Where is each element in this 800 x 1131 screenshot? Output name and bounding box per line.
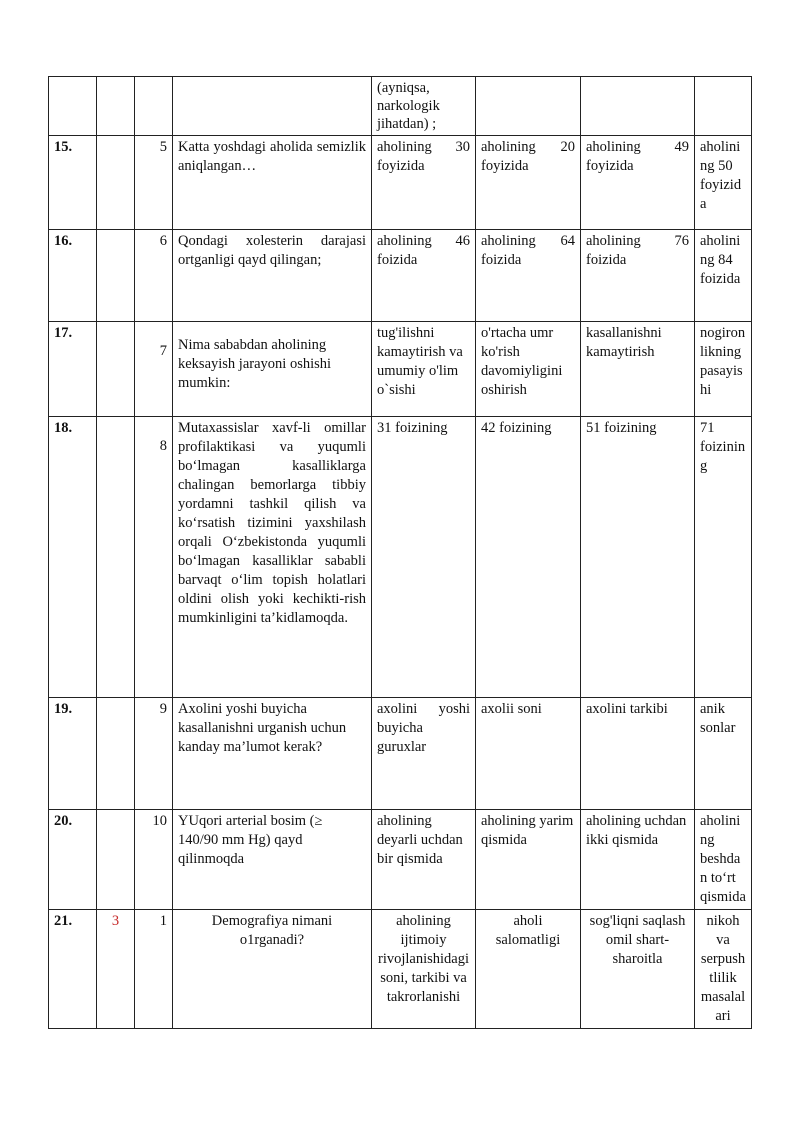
table-row bbox=[49, 417, 752, 698]
row-number bbox=[49, 77, 97, 136]
section-number bbox=[97, 810, 135, 910]
question-index: 6 bbox=[135, 230, 173, 322]
answer-b: aholining 20 foyizida bbox=[476, 136, 581, 230]
answer-a: aholining 46 foizida bbox=[372, 230, 476, 322]
question-text: Mutaxassislar xavf-li omillar profilaktikasi va yuqumli bo‘lmagan kasalliklarga chalingan bemorlarga tibbiy yordamni tashkil qilish va ko‘rsatish tizimini yaxshilash orqali O‘zbekistonda yuqumli bo‘lmagan kasalliklar sababli barvaqt o‘lim topish holatlari oldini olish yoki kechikti-rish mumkinligini ta’kidlamoqda. bbox=[173, 417, 372, 698]
section-number bbox=[97, 417, 135, 698]
answer-a: aholining 30 foyizida bbox=[372, 136, 476, 230]
row-number: 17. bbox=[49, 322, 97, 417]
answer-b: o'rtacha umr ko'rish davomiyligini oshirish bbox=[476, 322, 581, 417]
answer-b: axolii soni bbox=[476, 698, 581, 810]
question-index: 1 bbox=[135, 910, 173, 1029]
section-number bbox=[97, 698, 135, 810]
table-row bbox=[49, 810, 752, 910]
answer-a: tug'ilishni kamaytirish va umumiy o'lim o`sishi bbox=[372, 322, 476, 417]
question-index bbox=[135, 77, 173, 136]
answer-d: aholining beshdan to‘rt qismida bbox=[695, 810, 752, 910]
answer-c: aholining uchdan ikki qismida bbox=[581, 810, 695, 910]
question-index: 7 bbox=[159, 343, 167, 359]
row-number: 20. bbox=[49, 810, 97, 910]
section-number bbox=[97, 322, 135, 417]
section-number bbox=[97, 77, 135, 136]
table-row bbox=[49, 322, 752, 417]
table-row bbox=[49, 230, 752, 322]
table-row bbox=[49, 77, 752, 136]
answer-a: (ayniqsa, narkologik jihatdan) ; bbox=[372, 77, 476, 136]
question-text: Nima sababdan aholining keksayish jarayoni oshishi mumkin: bbox=[178, 337, 332, 391]
question-text: Katta yoshdagi aholida semizlik aniqlangan… bbox=[173, 136, 372, 230]
test-question-table bbox=[48, 76, 752, 1029]
answer-b: aholining yarim qismida bbox=[476, 810, 581, 910]
answer-d: nogironlikning pasayishi bbox=[695, 322, 752, 417]
row-number: 19. bbox=[49, 698, 97, 810]
answer-c: kasallanishni kamaytirish bbox=[581, 322, 695, 417]
answer-d: aholining 84 foizida bbox=[695, 230, 752, 322]
question-text: Demografiya nimani o1rganadi? bbox=[173, 910, 372, 1029]
section-number bbox=[97, 136, 135, 230]
section-number bbox=[97, 230, 135, 322]
table-row bbox=[49, 698, 752, 810]
row-number: 15. bbox=[49, 136, 97, 230]
question-index: 5 bbox=[135, 136, 173, 230]
question-text bbox=[173, 77, 372, 136]
answer-c: aholining 76 foizida bbox=[581, 230, 695, 322]
question-index: 10 bbox=[135, 810, 173, 910]
table-row bbox=[49, 910, 752, 1029]
answer-a: aholining ijtimoiy rivojlanishidagi soni, tarkibi va takrorlanishi bbox=[372, 910, 476, 1029]
answer-a: aholining deyarli uchdan bir qismida bbox=[372, 810, 476, 910]
row-number: 16. bbox=[49, 230, 97, 322]
table-row bbox=[49, 136, 752, 230]
answer-d: anik sonlar bbox=[695, 698, 752, 810]
section-number: 3 bbox=[97, 910, 135, 1029]
answer-d: nikoh va serpushtlilik masalalari bbox=[695, 910, 752, 1029]
answer-a: 31 foizining bbox=[372, 417, 476, 698]
answer-c: sog'liqni saqlash omil shart-sharoitla bbox=[581, 910, 695, 1029]
answer-b: aholi salomatligi bbox=[476, 910, 581, 1029]
answer-c: 51 foizining bbox=[581, 417, 695, 698]
question-index: 9 bbox=[135, 698, 173, 810]
answer-b bbox=[476, 77, 581, 136]
question-text: YUqori arterial bosim (≥ 140/90 mm Hg) qayd qilinmoqda bbox=[173, 810, 372, 910]
question-index: 8 bbox=[159, 438, 167, 454]
answer-b: 42 foizining bbox=[476, 417, 581, 698]
question-text: Axolini yoshi buyicha kasallanishni urganish uchun kanday ma’lumot kerak? bbox=[173, 698, 372, 810]
answer-c: axolini tarkibi bbox=[581, 698, 695, 810]
row-number: 21. bbox=[49, 910, 97, 1029]
question-text: Qondagi xolesterin darajasi ortganligi qayd qilingan; bbox=[173, 230, 372, 322]
answer-c: aholining 49 foyizida bbox=[581, 136, 695, 230]
answer-c bbox=[581, 77, 695, 136]
answer-d: 71 foizining bbox=[695, 417, 752, 698]
answer-d bbox=[695, 77, 752, 136]
answer-d: aholining 50 foyizida bbox=[695, 136, 752, 230]
answer-a: axolini yoshi buyicha guruxlar bbox=[372, 698, 476, 810]
row-number: 18. bbox=[49, 417, 97, 698]
answer-b: aholining 64 foizida bbox=[476, 230, 581, 322]
